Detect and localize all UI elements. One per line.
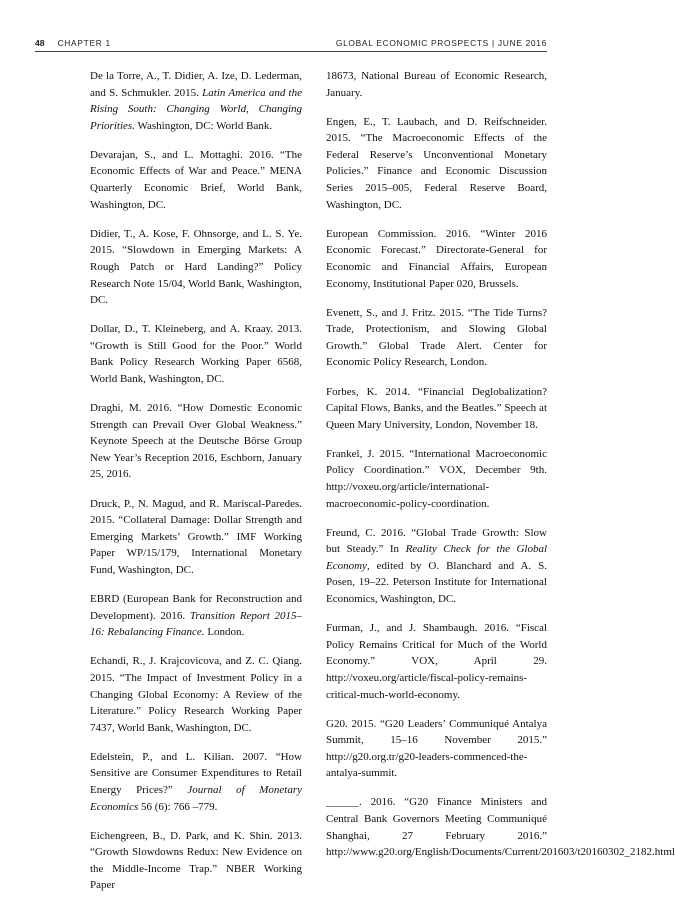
reference-entry: Echandi, R., J. Krajcovicova, and Z. C. Qiang. 2015. “The Impact of Investment Policy in a Changing Global Economy: A Review of the Literature.” Policy Research Working Paper 7437, World Bank, Washington, DC. <box>90 655 302 734</box>
page-number: 48 <box>35 38 45 48</box>
right-column <box>326 68 675 873</box>
left-column <box>90 68 302 907</box>
reference-entry: Druck, P., N. Magud, and R. Mariscal-Paredes. 2015. “Collateral Damage: Dollar Strength and Emerging Markets’ Growth.” IMF Working Paper WP/15/179, International Monetary Fund, Washington, DC. <box>90 497 302 576</box>
reference-entry: Engen, E., T. Laubach, and D. Reifschneider. 2015. “The Macroeconomic Effects of the Federal Reserve’s Unconventional Monetary Policies.” Finance and Economic Discussion Series 2015–005, Federal Reserve Board, Washington, DC. <box>326 115 547 211</box>
reference-entry: Furman, J., and J. Shambaugh. 2016. “Fiscal Policy Remains Critical for Much of the World Economy.” VOX, April 29. http://voxeu.org/article/fiscal-policy-remains-critical-much-world-economy. <box>326 622 547 701</box>
reference-entry: Frankel, J. 2015. “International Macroeconomic Policy Coordination.” VOX, December 9th. http://voxeu.org/article/international-macroeconomic-policy-coordination. <box>326 447 547 510</box>
reference-entry: ______. 2016. “G20 Finance Ministers and Central Bank Governors Meeting Communiqué Shanghai, 27 February 2016.” http://www.g20.org/English/Documents/Current/201603/t20160302_2182.html <box>326 796 675 859</box>
reference-entry: De la Torre, A., T. Didier, A. Ize, D. Lederman, and S. Schmukler. 2015. Latin America and the Rising South: Changing World, Changing Priorities. Washington, DC: World Bank. <box>90 70 302 132</box>
header-rule <box>35 51 547 52</box>
chapter-label: CHAPTER 1 <box>57 38 111 48</box>
reference-entry: Devarajan, S., and L. Mottaghi. 2016. “The Economic Effects of War and Peace.” MENA Quarterly Economic Brief, World Bank, Washington, DC. <box>90 148 302 211</box>
reference-entry: Draghi, M. 2016. “How Domestic Economic Strength can Prevail Over Global Weakness.” Keynote Speech at the Deutsche Börse Group New Year’s Reception 2016, Eschborn, January 25, 2016. <box>90 402 302 481</box>
reference-entry: EBRD (European Bank for Reconstruction and Development). 2016. Transition Report 2015–16: Rebalancing Finance. London. <box>90 593 302 639</box>
reference-entry: Eichengreen, B., D. Park, and K. Shin. 2013. “Growth Slowdowns Redux: New Evidence on the Middle-Income Trap.” NBER Working Paper <box>90 829 302 892</box>
reference-entry: European Commission. 2016. “Winter 2016 Economic Forecast.” Directorate-General for Economic and Financial Affairs, European Economy, Institutional Paper 020, Brussels. <box>326 227 547 290</box>
reference-entry: Freund, C. 2016. “Global Trade Growth: Slow but Steady.” In Reality Check for the Global Economy, edited by O. Blanchard and A. S. Posen, 19–22. Peterson Institute for International Economics, Washington, DC. <box>326 526 548 606</box>
reference-entry: G20. 2015. “G20 Leaders’ Communiqué Antalya Summit, 15–16 November 2015.” http://g20.org.tr/g20-leaders-commenced-the-antalya-summit. <box>326 717 547 780</box>
reference-entry: Dollar, D., T. Kleineberg, and A. Kraay. 2013. “Growth is Still Good for the Poor.” World Bank Policy Research Working Paper 6568, World Bank, Washington, DC. <box>90 323 302 385</box>
reference-entry: Didier, T., A. Kose, F. Ohnsorge, and L. S. Ye. 2015. “Slowdown in Emerging Markets: A Rough Patch or Hard Landing?” Policy Research Note 15/04, World Bank, Washington, DC. <box>90 227 302 307</box>
running-title: GLOBAL ECONOMIC PROSPECTS | JUNE 2016 <box>335 38 547 48</box>
page-header <box>35 38 547 48</box>
reference-entry: 18673, National Bureau of Economic Research, January. <box>326 70 547 99</box>
reference-entry: Forbes, K. 2014. “Financial Deglobalization? Capital Flows, Banks, and the Beatles.” Speech at Queen Mary University, London, November 18. <box>326 385 547 431</box>
reference-entry: Edelstein, P., and L. Kilian. 2007. “How Sensitive are Consumer Expenditures to Retail Energy Prices?” Journal of Monetary Economics 56 (6): 766 –779. <box>90 750 303 813</box>
reference-entry: Evenett, S., and J. Fritz. 2015. “The Tide Turns? Trade, Protectionism, and Slowing Global Growth.” Global Trade Alert. Center for Economic Policy Research, London. <box>326 306 547 369</box>
